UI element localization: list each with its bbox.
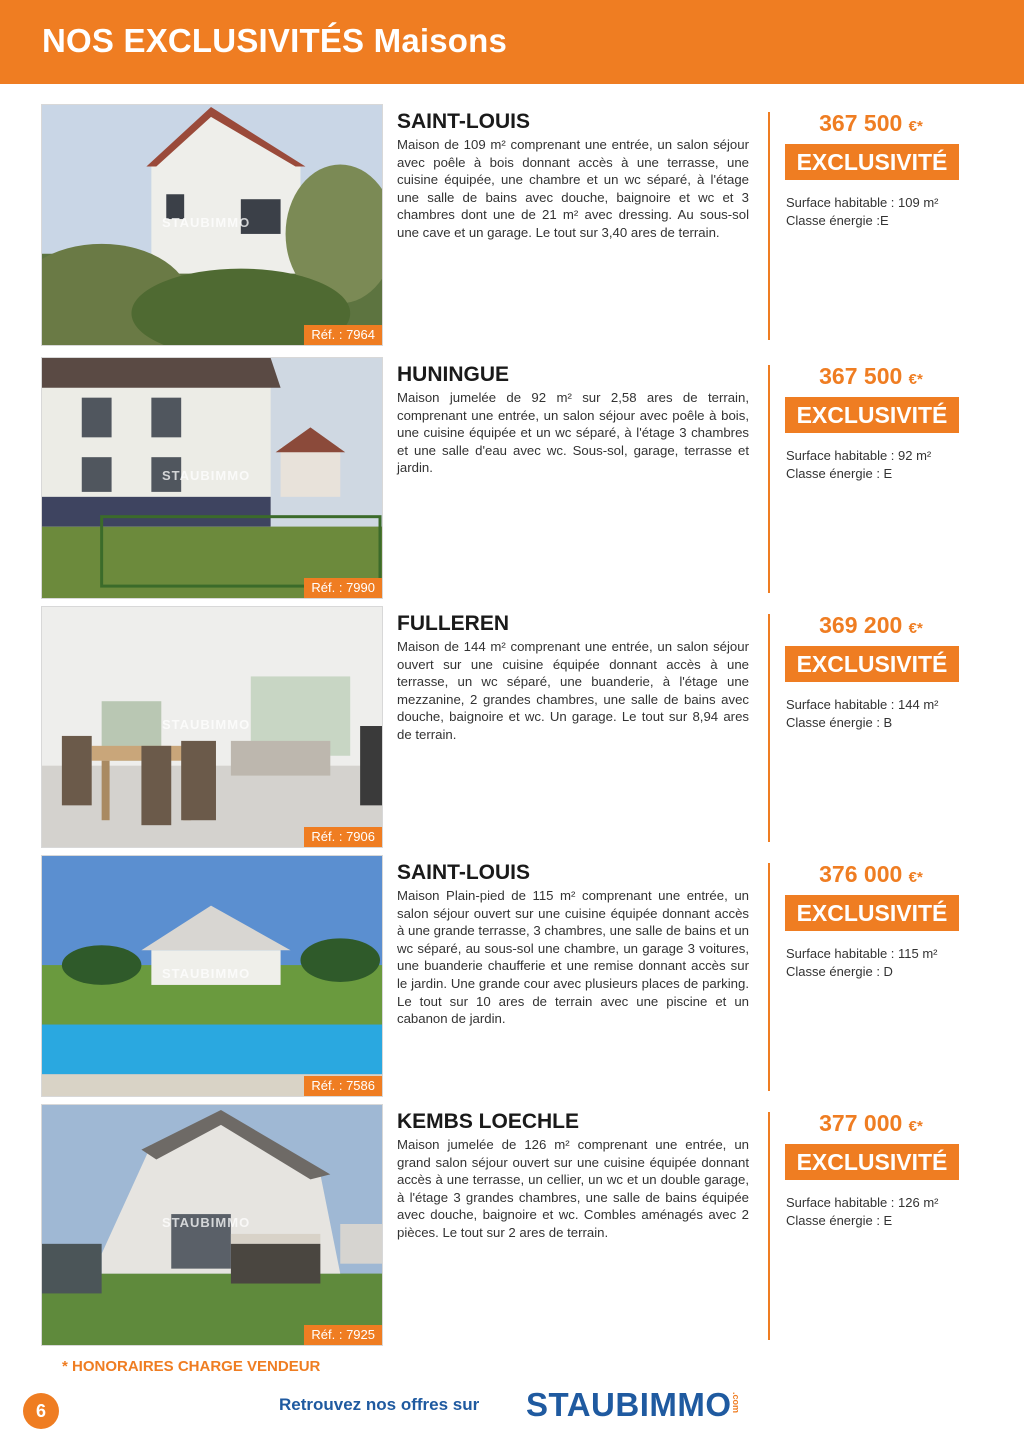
listing-photo[interactable] (41, 104, 383, 346)
exclusivity-badge: EXCLUSIVITÉ (785, 144, 959, 180)
divider (768, 863, 770, 1091)
energy-class: Classe énergie : B (786, 715, 893, 730)
ref-badge: Réf. : 7586 (304, 1076, 382, 1096)
surface-label: Surface habitable : 109 m² (786, 195, 939, 210)
ref-badge: Réf. : 7925 (304, 1325, 382, 1345)
listing-price (783, 363, 959, 390)
listing-city: FULLEREN (397, 612, 509, 635)
exclusivity-badge: EXCLUSIVITÉ (785, 895, 959, 931)
listing-specs (786, 696, 938, 732)
surface-label: Surface habitable : 126 m² (786, 1195, 939, 1210)
watermark: STAUBIMMO (162, 966, 251, 981)
listing-card (0, 606, 1024, 848)
price-value: 369 200 (819, 612, 903, 638)
header-bar (0, 0, 1024, 84)
energy-class: Classe énergie : E (786, 1213, 893, 1228)
listing-price (783, 110, 959, 137)
listing-price (783, 861, 959, 888)
listing-specs (786, 194, 938, 230)
price-value: 367 500 (819, 110, 903, 136)
listing-specs (786, 945, 938, 981)
listing-city: SAINT-LOUIS (397, 110, 531, 133)
price-value: 376 000 (819, 861, 903, 887)
divider (768, 112, 770, 340)
listing-card (0, 855, 1024, 1097)
brand-logo-suffix: .com (731, 1392, 741, 1414)
exclusivity-badge: EXCLUSIVITÉ (785, 1144, 959, 1180)
page-number: 6 (23, 1393, 59, 1429)
price-currency: €* (908, 118, 923, 135)
watermark: STAUBIMMO (162, 215, 251, 230)
listing-city: KEMBS LOECHLE (397, 1110, 580, 1133)
listing-price (783, 1110, 959, 1137)
listing-description: Maison de 144 m² comprenant une entrée, un salon séjour ouvert sur une cuisine équipée donnant accès à une terrasse, un wc séparé, une buanderie, à l'étage une mezzanine, 2 grandes chambres, une salle de bains avec douche, baignoire et wc. Un garage. Le tout sur 8,94 ares de terrain. (397, 639, 749, 742)
exclusivity-badge: EXCLUSIVITÉ (785, 397, 959, 433)
listing-description: Maison jumelée de 126 m² comprenant une entrée, un grand salon séjour ouvert sur une cuisine équipée donnant accès à une terrasse, un cellier, un wc et un double garage, à l'étage 3 grandes chambres, une salle de bains équipée avec douche, baignoire et wc. Combles aménagés avec 2 pièces. Le tout sur 2 ares de terrain. (397, 1137, 749, 1240)
energy-class: Classe énergie : D (786, 964, 893, 979)
listing-card (0, 1104, 1024, 1346)
ref-badge: Réf. : 7906 (304, 827, 382, 847)
price-value: 377 000 (819, 1110, 903, 1136)
price-currency: €* (908, 869, 923, 886)
listing-description: Maison jumelée de 92 m² sur 2,58 ares de terrain, comprenant une entrée, un salon séjour avec poêle à bois, une cuisine équipée et un wc séparé, à l'étage 3 chambres et une salle d'eau avec wc. Sous-sol, garage, terrasse et jardin. (397, 390, 749, 476)
price-value: 367 500 (819, 363, 903, 389)
ref-badge: Réf. : 7990 (304, 578, 382, 598)
price-currency: €* (908, 371, 923, 388)
listing-description: Maison de 109 m² comprenant une entrée, un salon séjour avec poêle à bois donnant accès à une terrasse, une cuisine équipée, une chambre et un wc séparé, à l'étage une salle de bains avec douche, baignoire et wc et 3 chambres dont une de 21 m² avec dressing. Au sous-sol une cave et un garage. Le tout sur 3,40 ares de terrain. (397, 137, 749, 240)
listing-photo[interactable] (41, 606, 383, 848)
surface-label: Surface habitable : 115 m² (786, 946, 938, 961)
offers-cta-text: Retrouvez nos offres sur (279, 1395, 480, 1414)
price-currency: €* (908, 620, 923, 637)
listing-card (0, 357, 1024, 599)
page-title: NOS EXCLUSIVITÉS Maisons (42, 22, 508, 59)
listing-description: Maison Plain-pied de 115 m² comprenant une entrée, un salon séjour ouvert sur une cuisine équipée donnant accès à une grande terrasse, 3 chambres, une salle de bains et un wc séparé, au sous-sol une chambre, un garage 3 voitures, une buanderie chaufferie et une remise donnant accès sur le jardin. Une grande cour avec plusieurs places de parking. Le tout sur 10 ares de terrain avec une piscine et un cabanon de jardin. (397, 888, 749, 1027)
watermark: STAUBIMMO (162, 717, 251, 732)
divider (768, 1112, 770, 1340)
listing-photo[interactable] (41, 855, 383, 1097)
surface-label: Surface habitable : 144 m² (786, 697, 939, 712)
listing-specs (786, 1194, 938, 1230)
brand-logo[interactable]: STAUBIMMO (526, 1386, 732, 1423)
energy-class: Classe énergie :E (786, 213, 889, 228)
listing-card (0, 104, 1024, 346)
divider (768, 614, 770, 842)
energy-class: Classe énergie : E (786, 466, 893, 481)
listing-city: SAINT-LOUIS (397, 861, 531, 884)
watermark: STAUBIMMO (162, 468, 251, 483)
listing-photo[interactable] (41, 1104, 383, 1346)
surface-label: Surface habitable : 92 m² (786, 448, 932, 463)
price-currency: €* (908, 1118, 923, 1135)
listing-city: HUNINGUE (397, 363, 510, 386)
listing-photo[interactable] (41, 357, 383, 599)
fees-note: * HONORAIRES CHARGE VENDEUR (62, 1358, 321, 1375)
exclusivity-badge: EXCLUSIVITÉ (785, 646, 959, 682)
ref-badge: Réf. : 7964 (304, 325, 382, 345)
listing-specs (786, 447, 931, 483)
listing-price (783, 612, 959, 639)
divider (768, 365, 770, 593)
watermark: STAUBIMMO (162, 1215, 251, 1230)
